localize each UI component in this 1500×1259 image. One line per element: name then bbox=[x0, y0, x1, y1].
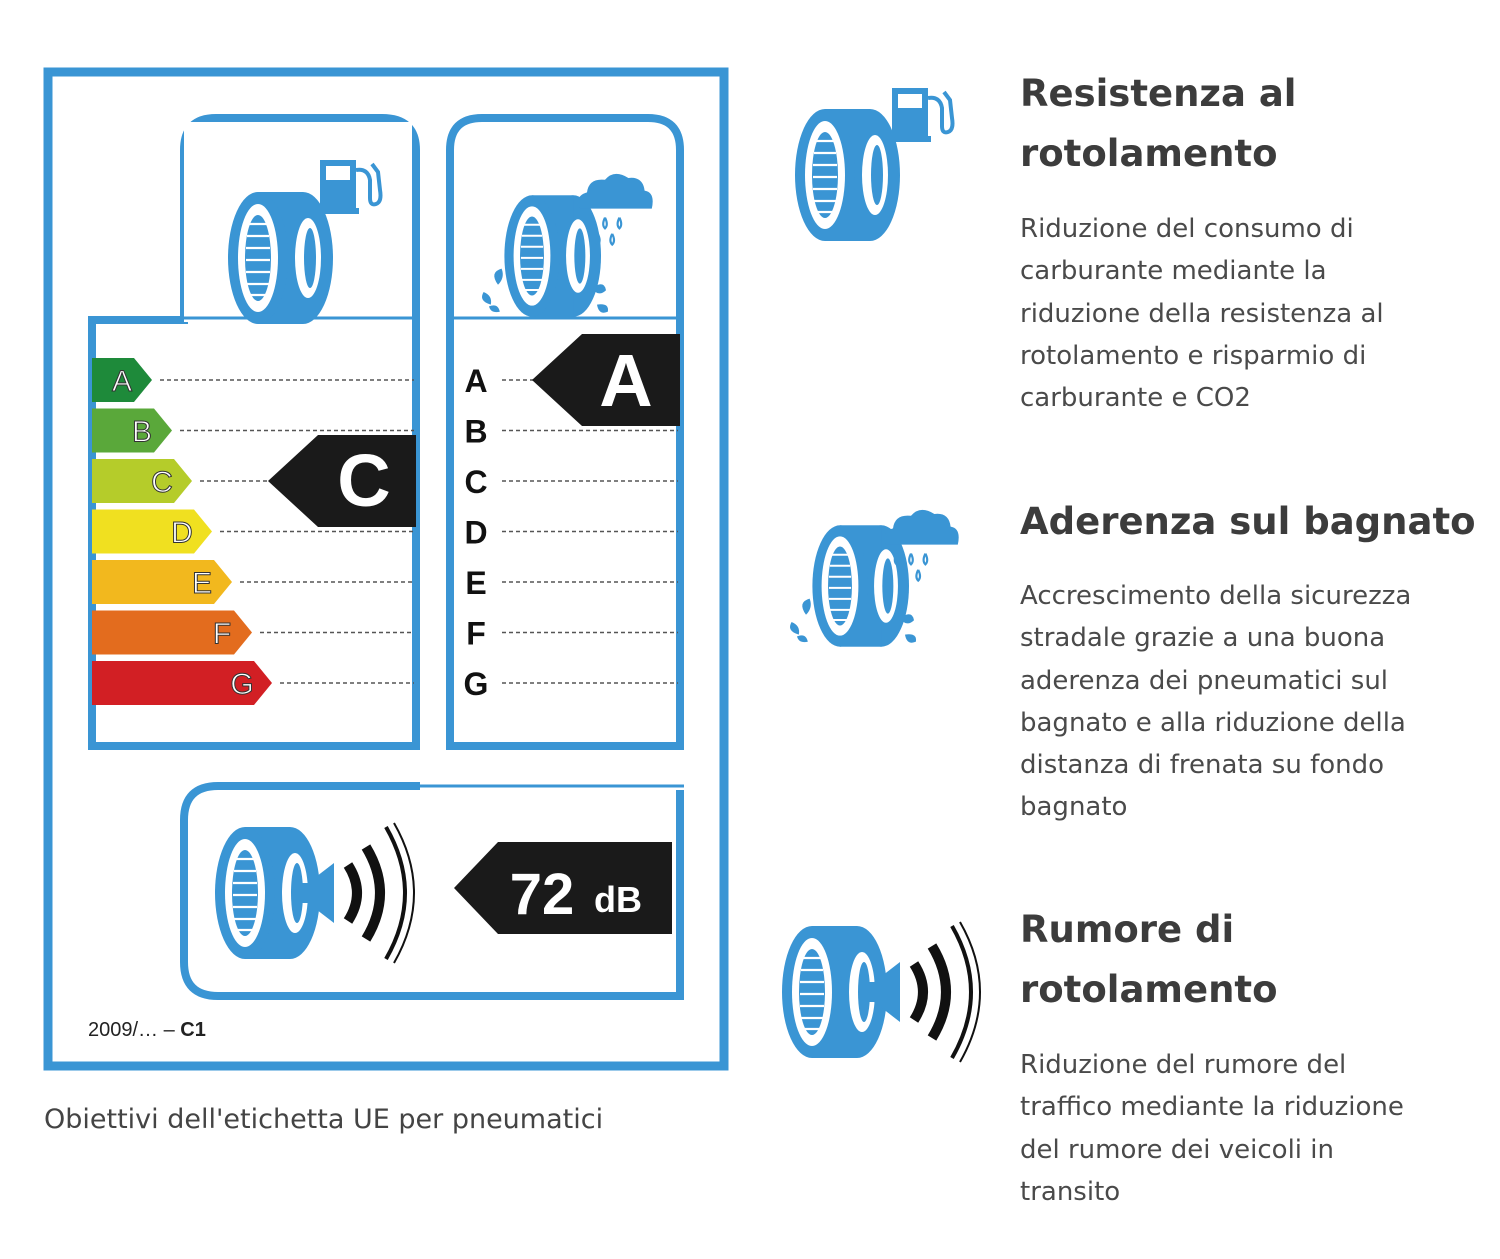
benefit-desc-wet-grip bbox=[1020, 575, 1490, 829]
benefit-desc-line: bagnato e alla riduzione della bbox=[1020, 707, 1406, 738]
benefit-title-line: Aderenza sul bagnato bbox=[1020, 500, 1476, 543]
wet-rating-letter: A bbox=[599, 339, 653, 422]
tyre-fuel-pump-icon bbox=[780, 80, 980, 250]
noise-rating-unit: dB bbox=[594, 879, 642, 920]
wet-grade-letter: A bbox=[464, 363, 488, 399]
noise-rating-arrow bbox=[454, 842, 672, 934]
fuel-grade-letter: C bbox=[151, 466, 173, 499]
benefit-desc-line: stradale grazie a una buona bbox=[1020, 623, 1386, 654]
fuel-grade-letter: D bbox=[171, 516, 193, 550]
label-caption: Obiettivi dell'etichetta UE per pneumatici bbox=[44, 1104, 604, 1135]
wet-grade-letter: E bbox=[465, 565, 487, 601]
benefit-desc-line: del rumore dei veicoli in bbox=[1020, 1134, 1334, 1165]
benefit-desc-line: Riduzione del rumore del bbox=[1020, 1050, 1347, 1080]
benefit-desc-line: Riduzione del consumo di bbox=[1020, 214, 1354, 244]
benefit-desc-line: carburante e CO2 bbox=[1020, 383, 1251, 414]
fuel-grade-letter: B bbox=[131, 415, 153, 449]
wet-grade-letter: F bbox=[466, 615, 486, 652]
fuel-grade-letter: G bbox=[230, 668, 254, 701]
fuel-rating-letter: C bbox=[337, 439, 391, 522]
benefit-desc-line: transito bbox=[1020, 1176, 1121, 1207]
label-footer-class: C1 bbox=[180, 1019, 206, 1041]
benefit-desc-rolling-noise bbox=[1020, 1044, 1490, 1213]
benefit-desc-line: carburante mediante la bbox=[1020, 256, 1327, 287]
benefit-title-rolling-noise bbox=[1020, 900, 1278, 1020]
wet-grade-letter: D bbox=[464, 514, 488, 551]
fuel-grade-letter: A bbox=[111, 365, 133, 398]
benefit-desc-line: aderenza dei pneumatici sul bbox=[1020, 665, 1389, 696]
tyre-sound-waves-icon bbox=[770, 912, 990, 1072]
benefit-desc-line: riduzione della resistenza al bbox=[1020, 298, 1384, 329]
benefit-desc-line: traffico mediante la riduzione bbox=[1020, 1092, 1404, 1123]
benefit-desc-rolling-resistance bbox=[1020, 208, 1490, 419]
benefit-desc-line: distanza di frenata su fondo bbox=[1020, 750, 1385, 781]
fuel-grade-bar-d bbox=[92, 510, 212, 554]
benefit-desc-line: rotolamento e risparmio di bbox=[1020, 340, 1367, 371]
benefit-title-line: rotolamento bbox=[1020, 132, 1278, 175]
benefit-title-line: Resistenza al bbox=[1020, 72, 1297, 115]
noise-rating-value: 72 bbox=[509, 862, 575, 927]
benefit-title-line: rotolamento bbox=[1020, 968, 1278, 1011]
wet-grade-letter: B bbox=[464, 413, 488, 450]
benefit-title-line: Rumore di bbox=[1020, 908, 1235, 951]
wet-grade-letter: C bbox=[464, 464, 488, 500]
benefit-desc-line: Accrescimento della sicurezza bbox=[1020, 581, 1412, 611]
benefit-desc-line: bagnato bbox=[1020, 792, 1128, 823]
fuel-grade-bar-c bbox=[92, 459, 192, 503]
benefit-title-rolling-resistance bbox=[1020, 64, 1296, 184]
fuel-grade-letter: E bbox=[191, 567, 213, 600]
label-footer-prefix: 2009/… – bbox=[88, 1019, 175, 1041]
label-footer bbox=[88, 1019, 206, 1041]
benefit-title-wet-grip bbox=[1020, 492, 1476, 552]
fuel-grade-letter: F bbox=[212, 617, 232, 651]
tyre-rain-cloud-icon bbox=[780, 500, 980, 660]
wet-grade-letter: G bbox=[463, 666, 489, 702]
